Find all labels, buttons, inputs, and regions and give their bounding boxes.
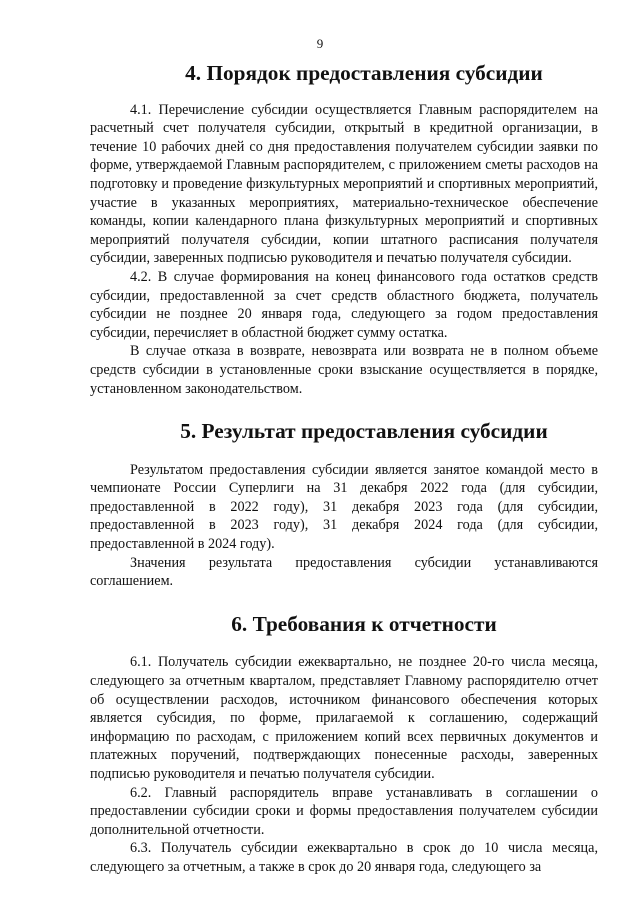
section-4-title: 4. Порядок предоставления субсидии bbox=[185, 61, 543, 85]
section-4-paragraph-3: В случае отказа в возврате, невозврата или возврата не в полном объеме средств субсидии в установленные сроки взыскание осуществляется в порядке, установленном законодательством. bbox=[90, 343, 598, 397]
section-5-paragraph-1: Результатом предоставления субсидии является занятое командой место в чемпионате России Суперлиги на 31 декабря 2022 года (для субсидии, предоставленной в 2022 году), 31 декабря 2023 года (для субсидии, предоставленной в 2023 году), 31 декабря 2024 года (для субсидии, предоставленной в 2024 году). bbox=[90, 461, 598, 553]
document-body bbox=[90, 61, 598, 877]
page-number: 9 bbox=[316, 36, 324, 51]
section-6-title: 6. Требования к отчетности bbox=[231, 611, 497, 636]
section-5-title: 5. Результат предоставления субсидии bbox=[180, 419, 548, 444]
section-4-paragraph-2: 4.2. В случае формирования на конец финансового года остатков средств субсидии, предоставленной за счет средств областного бюджета, получатель субсидии не позднее 20 января года, следующего за годом предоставления субсидии, перечисляет в областной бюджет сумму остатка. bbox=[90, 268, 598, 341]
section-6-paragraph-1: 6.1. Получатель субсидии ежеквартально, не позднее 20-го числа месяца, следующего за отчетным кварталом, представляет Главному распорядителю отчет об осуществлении расходов, источником финансового обеспечения которых является субсидия, по форме, прилагаемой к соглашению, содержащий информацию по расходам, с приложением копий всех первичных документов и платежных поручений, подтверждающих понесенные расходы, заверенных подписью руководителя и печатью получателя субсидии. bbox=[90, 654, 598, 782]
section-6-paragraph-2: 6.2. Главный распорядитель вправе устанавливать в соглашении о предоставлении субсидии сроки и формы предоставления получателем субсидии дополнительной отчетности. bbox=[90, 784, 598, 838]
section-5-paragraph-2: Значения результата предоставления субсидии устанавливаются соглашением. bbox=[90, 554, 598, 590]
section-6-paragraph-3: 6.3. Получатель субсидии ежеквартально в срок до 10 числа месяца, следующего за отчетным, а также в срок до 20 января года, следующего за bbox=[90, 840, 598, 875]
section-4-paragraph-1: 4.1. Перечисление субсидии осуществляется Главным распорядителем на расчетный счет получателя субсидии, открытый в кредитной организации, в течение 10 рабочих дней со дня предоставления получателем субсидии заявки по форме, утверждаемой Главным распорядителем, с приложением сметы расходов на подготовку и проведение физкультурных мероприятий и спортивных мероприятий, участие в указанных мероприятиях, материально-техническое обеспечение команды, копии календарного плана физкультурных мероприятий и спортивных мероприятий получателя субсидии, копии штатного расписания получателя субсидии, заверенных подписью руководителя и печатью получателя субсидии. bbox=[90, 101, 598, 267]
